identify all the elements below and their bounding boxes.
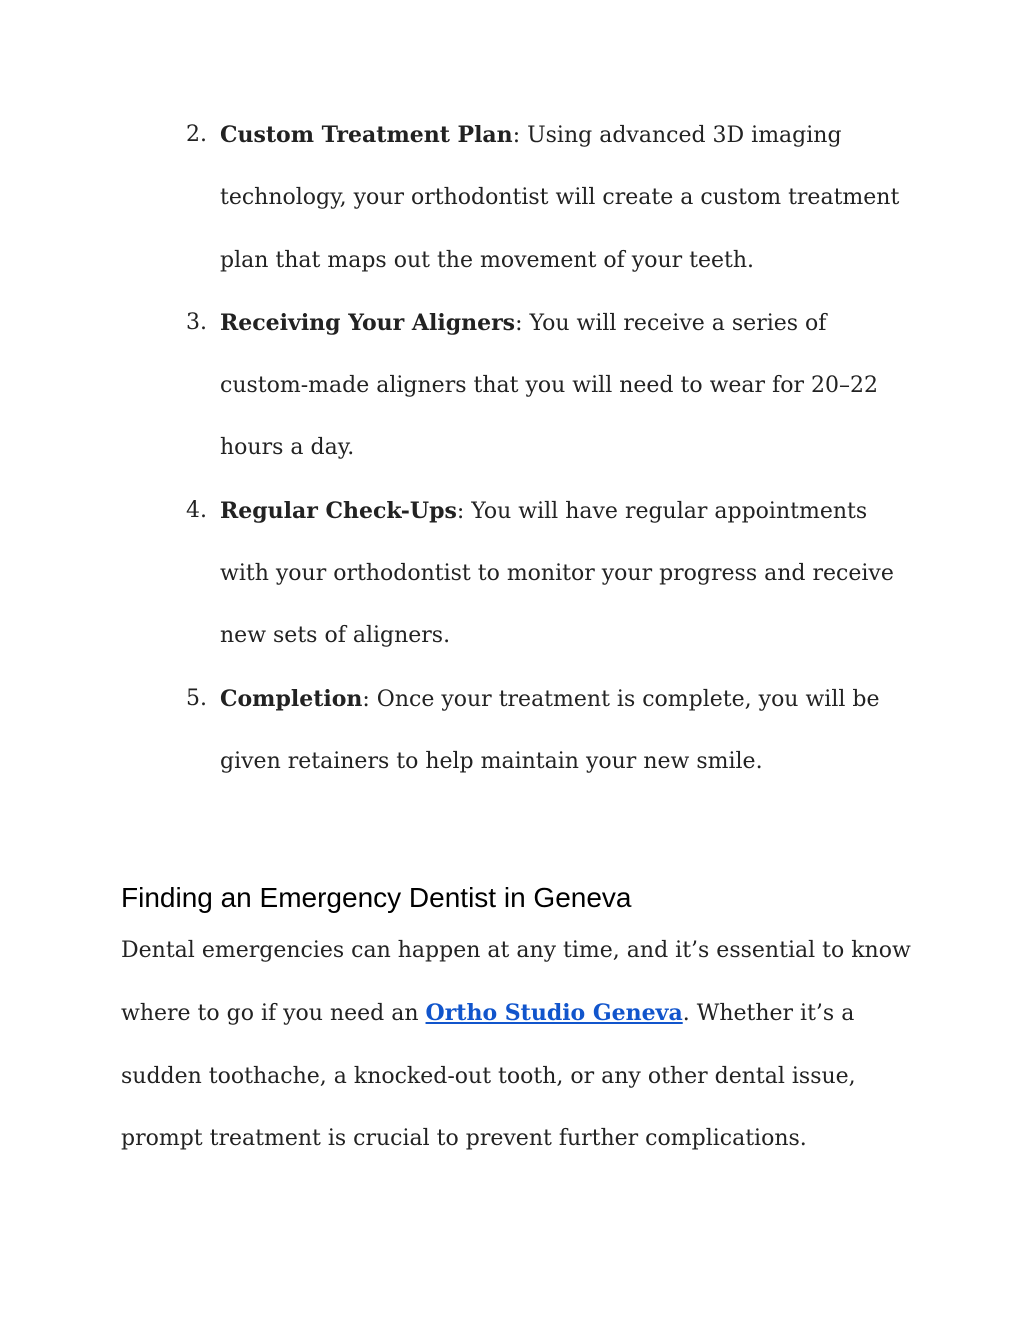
ortho-studio-geneva-link[interactable]: Ortho Studio Geneva bbox=[425, 1000, 683, 1027]
list-item-text: : You will have regular appointments with your orthodontist to monitor your progress and receive new sets of aligners. bbox=[220, 498, 894, 649]
list-item-title: Regular Check-Ups bbox=[220, 497, 457, 524]
section-heading: Finding an Emergency Dentist in Geneva bbox=[121, 882, 632, 913]
list-item bbox=[0, 104, 1024, 292]
process-steps-list bbox=[0, 104, 1024, 793]
list-item-text: : Using advanced 3D imaging technology, your orthodontist will create a custom treatment plan that maps out the movement of your teeth. bbox=[220, 123, 900, 273]
list-item bbox=[0, 668, 1024, 794]
paragraph-text-after-link: . Whether it’s a sudden toothache, a knocked-out tooth, or any other dental issue, prompt treatment is crucial to prevent further complications. bbox=[121, 1001, 856, 1151]
list-item-text: : Once your treatment is complete, you will be given retainers to help maintain your new smile. bbox=[220, 686, 880, 774]
list-item bbox=[0, 292, 1024, 480]
paragraph-text-before-link: Dental emergencies can happen at any time, and it’s essential to know where to go if you need an bbox=[121, 938, 911, 1027]
list-item-text: : You will receive a series of custom-made aligners that you will need to wear for 20–22 hours a day. bbox=[220, 310, 878, 461]
list-item-number: 5. bbox=[186, 685, 207, 711]
list-item-title: Completion bbox=[220, 685, 363, 712]
list-item-number: 4. bbox=[186, 497, 207, 523]
list-item-title: Receiving Your Aligners bbox=[220, 309, 516, 336]
list-item bbox=[0, 480, 1024, 668]
section-paragraph bbox=[121, 920, 911, 1170]
list-item-number: 3. bbox=[186, 309, 207, 335]
list-item-number: 2. bbox=[186, 122, 207, 147]
list-item-title: Custom Treatment Plan bbox=[220, 122, 513, 148]
